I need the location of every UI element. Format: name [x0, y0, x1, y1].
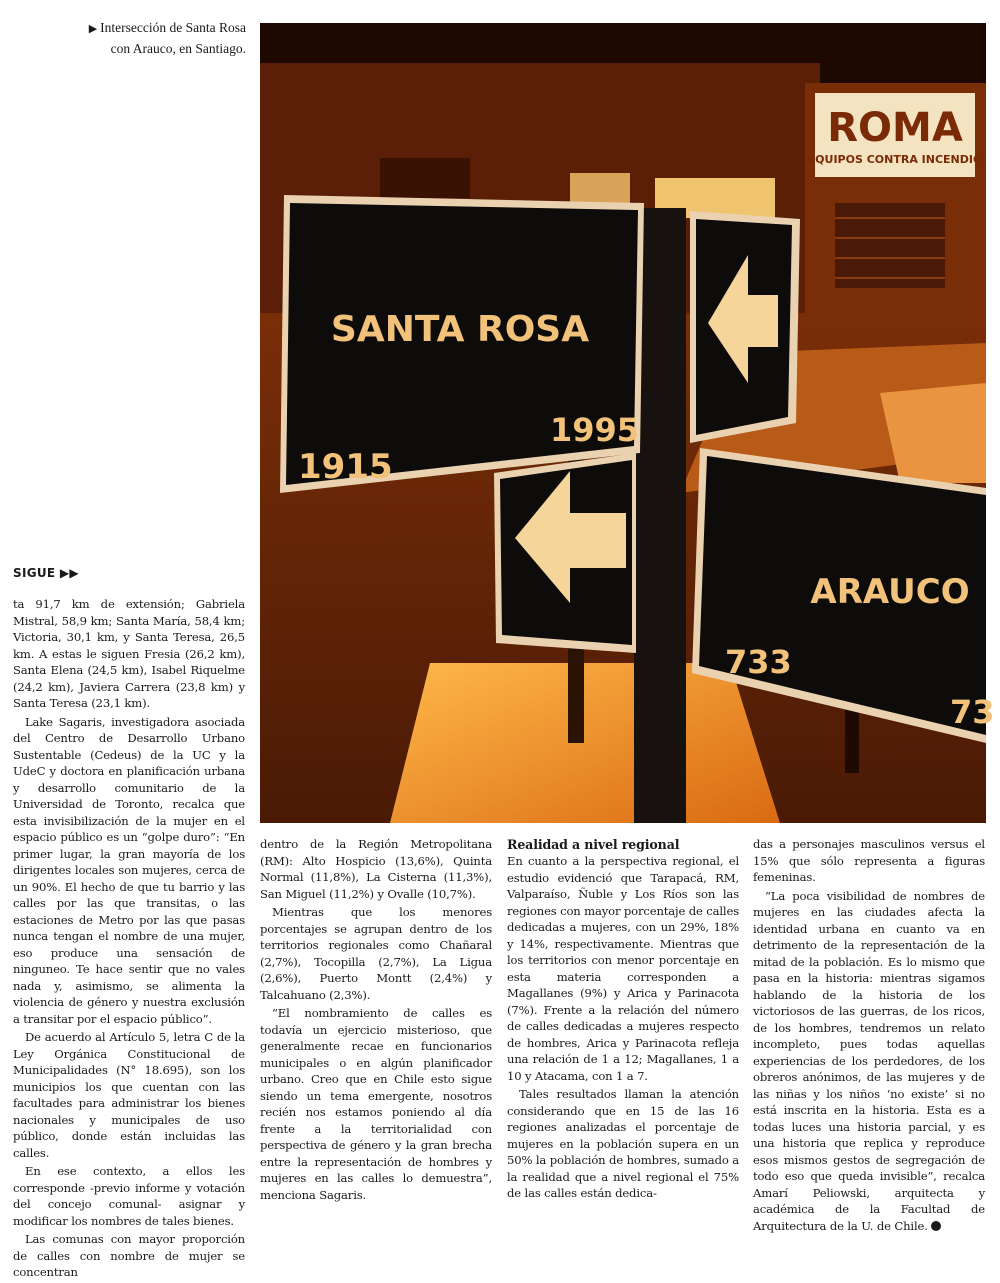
sign-arrow-upper [690, 211, 800, 443]
caption-line-1: Intersección de Santa Rosa [100, 20, 246, 35]
paragraph: dentro de la Región Metropolitana (RM): Alto Hospicio (13,6%), Quinta Normal (11,8%), La Cisterna (11,3%), San Miguel (11,2%) y Ovalle (10,7%). [260, 837, 492, 901]
sign-santa-rosa-text: SANTA ROSA [330, 309, 590, 350]
sign-arauco-right-number: 73 [950, 693, 995, 731]
paragraph: Tales resultados llaman la atención considerando que en 15 de las 16 regiones analizadas el porcentaje de mujeres en la población supera en un 50% la población de hombres, sumado a la realidad que a nivel regional el 75% de las calles están dedica- [507, 1087, 739, 1200]
paragraph: das a personajes masculinos versus el 15% que sólo representa a figuras femeninas. [753, 837, 985, 884]
store-sign-subtext: EQUIPOS CONTRA INCENDIO [807, 153, 983, 166]
street-sign-photo [260, 23, 995, 823]
article-column-4 [753, 836, 985, 1236]
paragraph: De acuerdo al Artículo 5, letra C de la Ley Orgánica Constitucional de Municipalidades (N° 18.695), son los municipios los que cuentan con las facultades para administrar los bienes nacionales y municipales de uso público, donde están incluidas las calles. [13, 1030, 245, 1160]
paragraph: Las comunas con mayor proporción de calles con nombre de mujer se concentran [13, 1232, 245, 1279]
end-of-article-icon [931, 1221, 941, 1231]
paragraph: En ese contexto, a ellos les corresponde -previo informe y votación del concejo comunal- asignar y modificar los nombres de tales bienes. [13, 1164, 245, 1228]
sign-arrow-lower [494, 453, 636, 653]
sign-arauco-left-number: 733 [725, 643, 792, 681]
sign-arauco-text: ARAUCO [810, 572, 970, 612]
caption-arrow-icon: ▶ [88, 23, 98, 35]
caption-line-2: con Arauco, en Santiago. [110, 41, 246, 56]
sign-santa-rosa [280, 195, 644, 493]
paragraph: Lake Sagaris, investigadora asociada del Centro de Desarrollo Urbano Sustentable (Cedeus) de la UC y la UdeC y doctora en planificación urbana y desarrollo comunitario de la Universidad de Toronto, recalca que esta invisibilización de la mujer en el espacio público es un “golpe duro”: “En primer lugar, la gran mayoría de los dirigentes locales son mujeres, cerca de un 90%. El hecho de que tu barrio y las calles por las que transitas, o las estaciones de Metro por las que pasas nunca tengan el nombre de una mujer, eso produce una sensación de ninguneo. Te hace sentir que no vales nada y, asimismo, se alimenta la violencia de género y nuestra exclusión a transitar por el espacio público”. [13, 714, 245, 1026]
paragraph: ta 91,7 km de extensión; Gabriela Mistral, 58,9 km; Santa María, 58,4 km; Victoria, 30,1 km, y Santa Teresa, 26,5 km. A estas le siguen Fresia (26,2 km), Santa Elena (24,5 km), Isabel Riquelme (24,2 km), Javiera Carrera (23,8 km) y Santa Teresa (23,1 km). [13, 597, 245, 710]
photo-caption [40, 18, 246, 58]
section-heading: Realidad a nivel regional [507, 837, 680, 852]
continue-marker: SIGUE ▶▶ [13, 566, 79, 580]
article-column-3 [507, 836, 739, 1204]
article-column-2 [260, 836, 492, 1205]
store-sign-text: ROMA [827, 105, 963, 151]
sign-santa-rosa-right-number: 1995 [550, 411, 640, 449]
paragraph: Mientras que los menores porcentajes se agrupan dentro de los territorios regionales como Chañaral (2,7%), Tocopilla (2,7%), La Ligua (2,6%), Puerto Montt (2,4%) y Talcahuano (2,3%). [260, 905, 492, 1002]
paragraph [753, 888, 985, 1235]
sign-santa-rosa-left-number: 1915 [298, 447, 393, 487]
article-column-1 [13, 596, 245, 1283]
paragraph: En cuanto a la perspectiva regional, el estudio evidenció que Tarapacá, RM, Valparaíso, Ñuble y Los Ríos son las regiones con mayor porcentaje de calles dedicadas a mujeres, con un 29%, 18% y 14%, respectivamente. Mientras que los territorios con menor porcentaje en esta materia corresponden a Magallanes (9%) y Arica y Parinacota (7%). Frente a la relación del número de calles dedicadas a mujeres respecto de hombres, Arica y Parinacota refleja una relación de 1 a 12; Magallanes, 1 a 10 y Atacama, con 1 a 7. [507, 854, 739, 1083]
paragraph: “El nombramiento de calles es todavía un ejercicio misterioso, que generalmente recae en funcionarios municipales o en algún planificador urbano. Creo que en Chile esto sigue siendo un tema emergente, nosotros recién nos estamos poniendo al día frente a la territorialidad con perspectiva de género y la gran brecha entre la representación de hombres y mujeres en las calles lo demuestra”, menciona Sagaris. [260, 1006, 492, 1202]
paragraph-text: “La poca visibilidad de nombres de mujeres en las ciudades afecta la identidad urbana en cuanto va en detrimento de la representación de la mitad de la población. Es lo mismo que pasa en la historia: mientras sigamos hablando de la historia de los victoriosos de las guerras, de los ricos, de los hombres, tendremos un relato incompleto, pues todas aquellas experiencias de los perdedores, de los obreros anónimos, de las mujeres y de las niñas y los niños ‘no existe’ si no está inscrita en la historia. Esta es a todas luces una historia parcial, y es una historia que replica y reproduce esos mismos gestos de segregación de todo eso que queda invisible”, recalca Amarí Peliowski, arquitecta y académica de la Facultad de Arquitectura de la U. de Chile. [753, 888, 985, 1233]
